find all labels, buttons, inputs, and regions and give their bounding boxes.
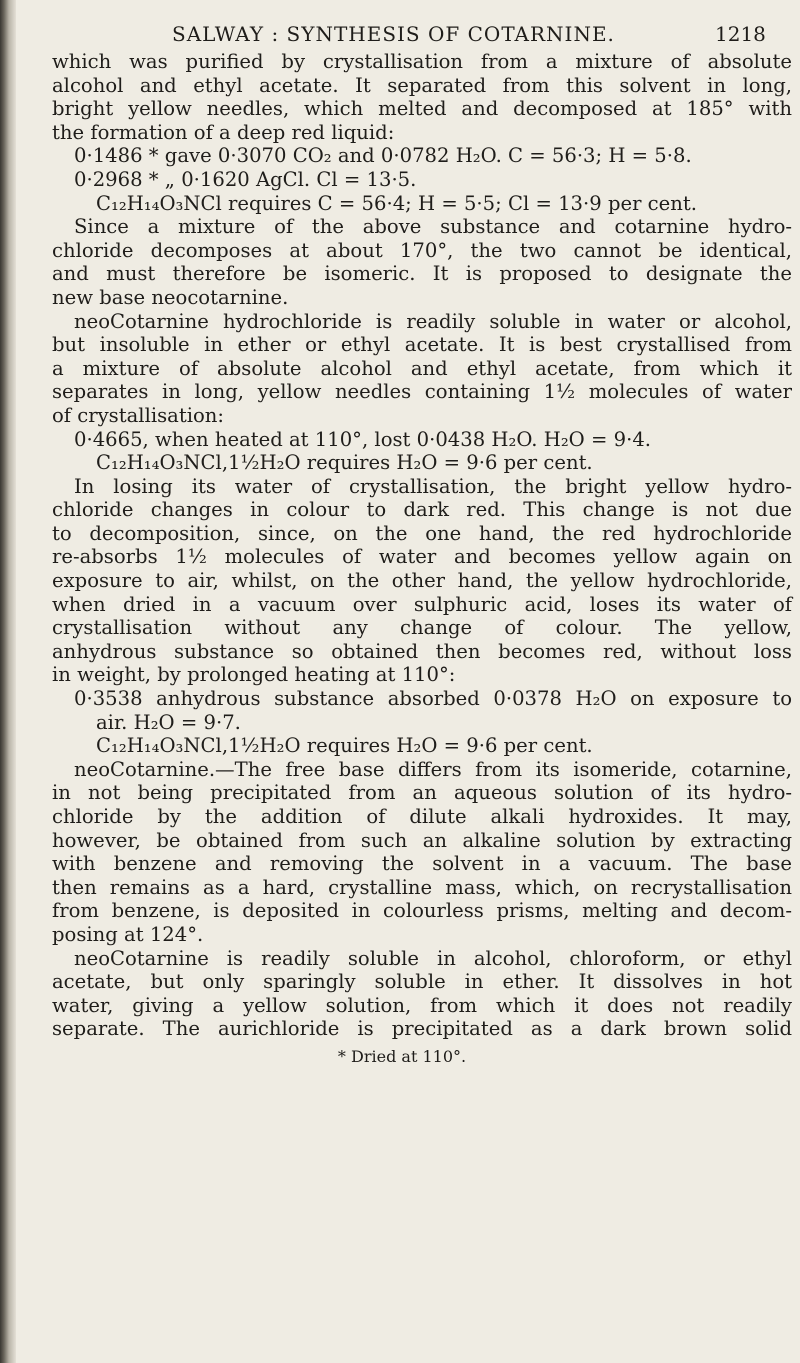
text-line: of crystallisation: bbox=[52, 403, 224, 427]
text-line: alcohol and ethyl acetate. It separated from this solvent in long, bbox=[52, 73, 792, 97]
text-line: water, giving a yellow solution, from which it does not readily bbox=[52, 993, 792, 1017]
text-line: chloride decomposes at about 170°, the two cannot be identical, bbox=[52, 238, 792, 262]
text-line: exposure to air, whilst, on the other hand, the yellow hydrochloride, bbox=[52, 569, 792, 593]
text-line: bright yellow needles, which melted and decomposed at 185° with bbox=[52, 97, 792, 121]
text-line: however, be obtained from such an alkaline solution by extracting bbox=[52, 828, 792, 852]
text-line: when dried in a vacuum over sulphuric acid, loses its water of bbox=[52, 592, 792, 616]
text-line: In losing its water of crystallisation, the bright yellow hydro- bbox=[74, 474, 792, 498]
formula-line: C₁₂H₁₄O₃NCl requires C = 56·4; H = 5·5; Cl = 13·9 per cent. bbox=[96, 191, 697, 215]
analysis-line: 0·3538 anhydrous substance absorbed 0·0378 H₂O on exposure to bbox=[74, 687, 792, 711]
text-line: chloride changes in colour to dark red. This change is not due bbox=[52, 498, 792, 522]
text-line: a mixture of absolute alcohol and ethyl acetate, from which it bbox=[52, 356, 792, 380]
text-line: neoCotarnine hydrochloride is readily soluble in water or alcohol, bbox=[74, 309, 792, 333]
text-line: re-absorbs 1½ molecules of water and becomes yellow again on bbox=[52, 545, 792, 569]
text-line: in not being precipitated from an aqueous solution of its hydro- bbox=[52, 781, 792, 805]
text-line: neoCotarnine.—The free base differs from its isomeride, cotarnine, bbox=[74, 757, 792, 781]
analysis-line: 0·2968 * „ 0·1620 AgCl. Cl = 13·5. bbox=[74, 167, 417, 191]
text-line: chloride by the addition of dilute alkali hydroxides. It may, bbox=[52, 805, 792, 828]
formula-line: C₁₂H₁₄O₃NCl,1½H₂O requires H₂O = 9·6 per cent. bbox=[96, 451, 593, 475]
running-head-title: SALWAY : SYNTHESIS OF COTARNINE. bbox=[172, 22, 615, 46]
text-line: then remains as a hard, crystalline mass, which, on recrystallisation bbox=[52, 875, 792, 899]
body-text bbox=[52, 50, 792, 1041]
text-line: acetate, but only sparingly soluble in ether. It dissolves in hot bbox=[52, 970, 792, 994]
page-number: 1218 bbox=[715, 22, 766, 46]
text-line: separates in long, yellow needles containing 1½ molecules of water bbox=[52, 380, 792, 404]
text-line: but insoluble in ether or ethyl acetate. It is best crystallised from bbox=[52, 333, 792, 357]
text-line: to decomposition, since, on the one hand, the red hydrochloride bbox=[52, 521, 792, 545]
text-line: with benzene and removing the solvent in a vacuum. The base bbox=[52, 852, 792, 876]
text-line: crystallisation without any change of colour. The yellow, bbox=[52, 616, 792, 640]
running-head bbox=[52, 0, 792, 50]
footnote: * Dried at 110°. bbox=[337, 1046, 467, 1066]
text-line: separate. The aurichloride is precipitated as a dark brown solid bbox=[52, 1017, 792, 1041]
text-line: the formation of a deep red liquid: bbox=[52, 120, 395, 144]
text-line: in weight, by prolonged heating at 110°: bbox=[52, 663, 456, 687]
text-line: Since a mixture of the above substance and cotarnine hydro- bbox=[74, 215, 792, 239]
text-line: posing at 124°. bbox=[52, 922, 204, 946]
text-line: anhydrous substance so obtained then becomes red, without loss bbox=[52, 639, 792, 663]
text-line: from benzene, is deposited in colourless prisms, melting and decom- bbox=[52, 899, 792, 923]
text-line: which was purified by crystallisation from a mixture of absolute bbox=[52, 50, 792, 73]
page bbox=[52, 0, 792, 1066]
text-line: and must therefore be isomeric. It is proposed to designate the bbox=[52, 262, 792, 286]
analysis-line: air. H₂O = 9·7. bbox=[96, 710, 241, 734]
book-binding-edge bbox=[0, 0, 16, 1363]
analysis-line: 0·1486 * gave 0·3070 CO₂ and 0·0782 H₂O. C = 56·3; H = 5·8. bbox=[74, 144, 692, 168]
text-line: new base neocotarnine. bbox=[52, 285, 289, 309]
text-line: neoCotarnine is readily soluble in alcohol, chloroform, or ethyl bbox=[74, 946, 792, 970]
formula-line: C₁₂H₁₄O₃NCl,1½H₂O requires H₂O = 9·6 per cent. bbox=[96, 734, 593, 758]
analysis-line: 0·4665, when heated at 110°, lost 0·0438 H₂O. H₂O = 9·4. bbox=[74, 427, 652, 451]
